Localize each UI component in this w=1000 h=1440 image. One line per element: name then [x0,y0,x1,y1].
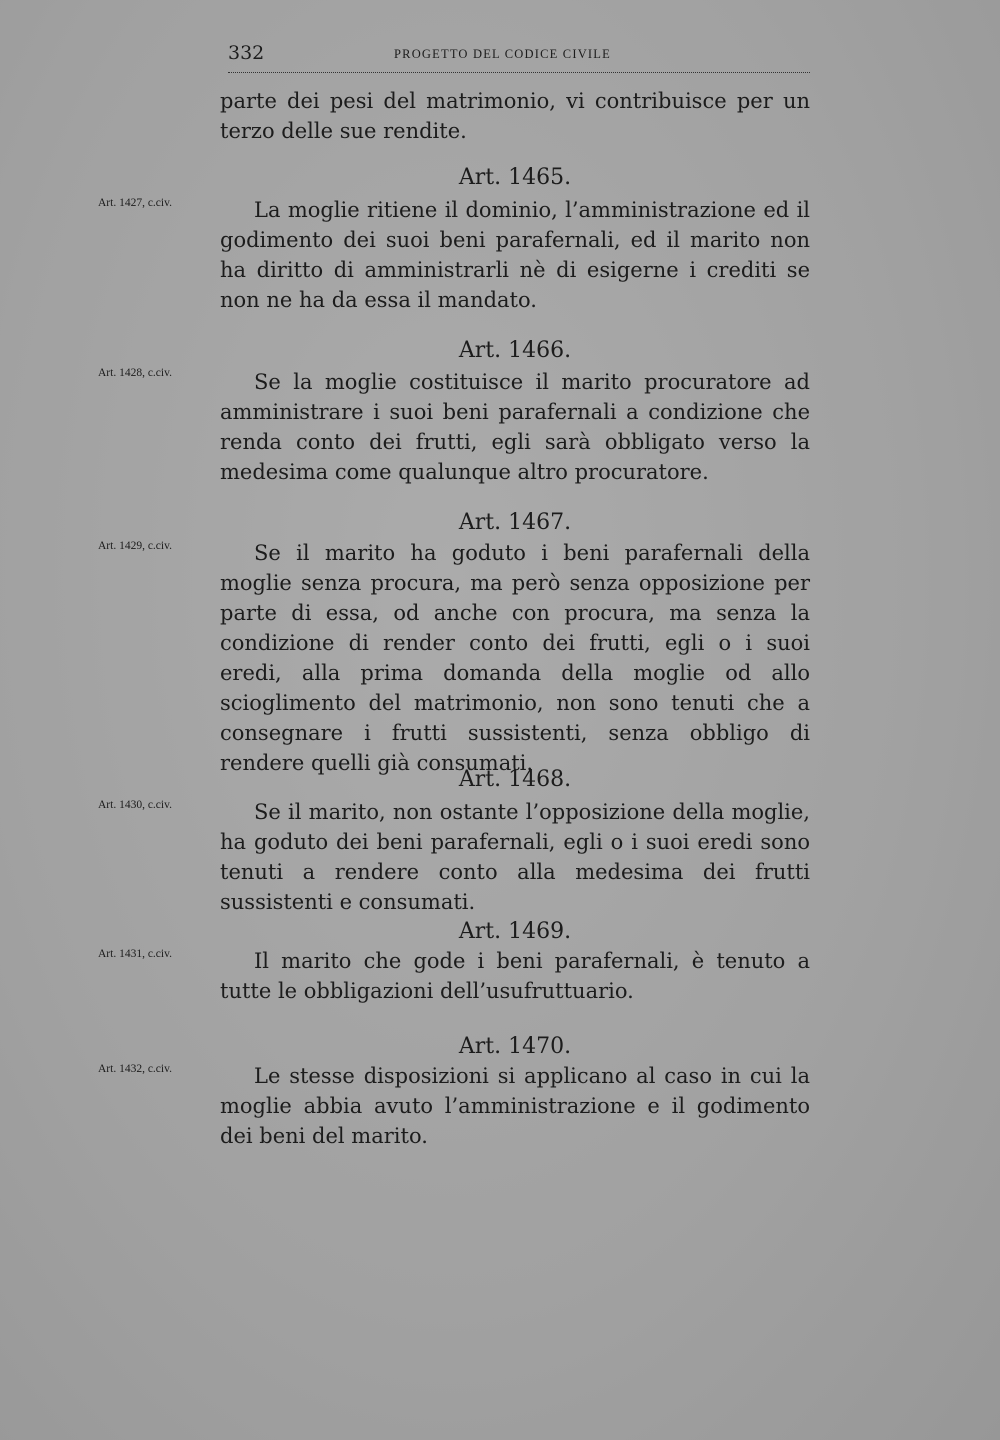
margin-reference: Art. 1429, c.civ. [98,540,172,552]
article-heading: Art. 1468. [458,767,572,792]
article-text-body: Se il marito, non ostante l’opposizione della moglie, ha goduto dei beni parafernali, egli o i suoi eredi sono tenuti a rendere conto alla medesima dei frutti sussistenti e consumati. [220,800,810,914]
article-text [220,1061,810,1151]
article-heading: Art. 1470. [458,1034,572,1059]
article-heading: Art. 1465. [458,165,572,190]
margin-reference: Art. 1432, c.civ. [98,1063,172,1075]
margin-reference: Art. 1431, c.civ. [98,948,172,960]
article-text [220,538,810,778]
article-text [220,946,810,1006]
article-text-body: Le stesse disposizioni si applicano al caso in cui la moglie abbia avuto l’amministrazione e il godimento dei beni del marito. [220,1064,810,1148]
continuation-text: parte dei pesi del matrimonio, vi contribuisce per un terzo delle sue rendite. [220,89,810,143]
margin-reference: Art. 1428, c.civ. [98,367,172,379]
article-heading: Art. 1466. [458,338,572,363]
margin-reference: Art. 1430, c.civ. [98,799,172,811]
article-text-body: La moglie ritiene il dominio, l’amministrazione ed il godimento dei suoi beni parafernali, ed il marito non ha diritto di amministrarli nè di esigerne i crediti se non ne ha da essa il mandato. [220,198,810,312]
article-text-body: Se la moglie costituisce il marito procuratore ad amministrare i suoi beni parafernali a condizione che renda conto dei frutti, egli sarà obbligato verso la medesima come qualunque altro procuratore. [220,370,810,484]
article-text-body: Se il marito ha goduto i beni parafernali della moglie senza procura, ma però senza opposizione per parte di essa, od anche con procura, ma senza la condizione di render conto dei frutti, egli o i suoi eredi, alla prima domanda della moglie od allo scioglimento del matrimonio, non sono tenuti che a consegnare i frutti sussistenti, senza obbligo di rendere quelli già consumati. [220,541,810,775]
article-heading: Art. 1467. [458,510,572,535]
margin-reference: Art. 1427, c.civ. [98,197,172,209]
article-text-body: Il marito che gode i beni parafernali, è tenuto a tutte le obbligazioni dell’usufruttuario. [220,949,810,1003]
page-header [228,42,810,73]
running-head: PROGETTO DEL CODICE CIVILE [394,47,611,61]
article-text [220,797,810,917]
article-heading: Art. 1469. [458,919,572,944]
page-number: 332 [228,42,265,64]
article-text [220,195,810,315]
article-text [220,367,810,487]
